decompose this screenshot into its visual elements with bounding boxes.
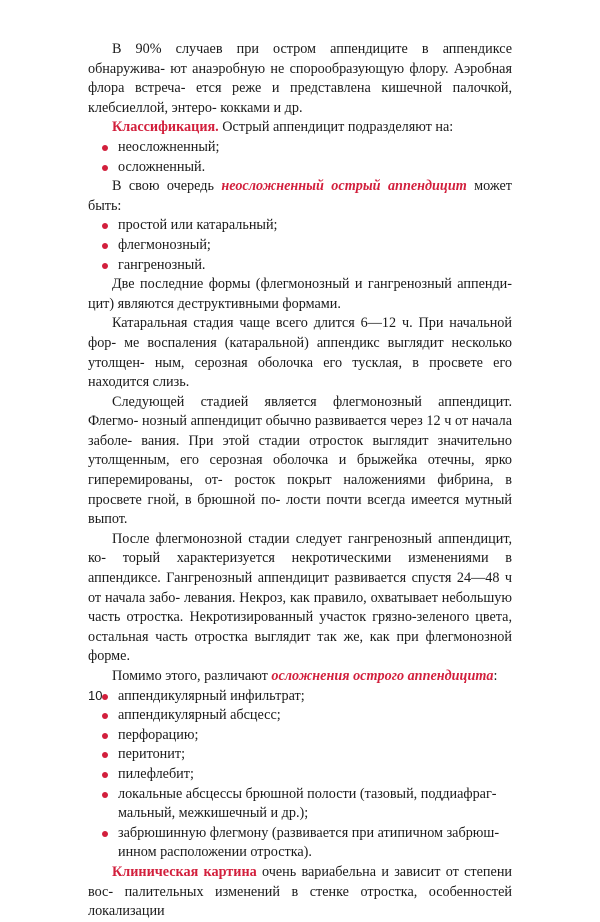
paragraph-gangrenous: После флегмонозной стадии следует гангренозный аппендицит, ко- торый характеризуется некротическими изменениями в аппендиксе. Гангренозный аппендицит развивается спустя 24—48 ч от начала забо- левания. Некроз, как правило, охватывает небольшую часть отростка. Некротизированный участок грязно-зеленого цвета, остальная часть отростка выглядит так же, как при флегмонозной форме. [88,530,512,665]
bullet-icon [102,752,108,758]
list-item [102,256,512,276]
paragraph-catarrhal: Катаральная стадия чаще всего длится 6—12 ч. При начальной фор- ме воспаления (катаральной) аппендикс выглядит несколько утолщен- ным, серозная оболочка его тусклая, в просвете его находится слизь. [88,315,512,391]
bullet-icon [102,694,108,700]
bullet-icon [102,145,108,151]
complications-term: осложнения острого аппендицита [271,668,494,684]
subtypes-term: неосложненный острый аппендицит [221,178,467,195]
list-item-text: неосложненный; [118,138,220,155]
clinical-text: очень вариабельна и зависит от степени вос- палительных изменений в стенке отростка, особенностей локализации [88,863,512,920]
list-item-text: простой или катаральный; [118,217,278,234]
intro-line-1: В 90% случаев при остром аппендиците в аппендиксе обнаружива- [88,41,512,77]
list-item-text: гангренозный. [118,256,206,273]
list-item [102,765,512,785]
list-item-text: локальные абсцессы брюшной полости (тазовый, поддиафраг- мальный, межкишечный и др.); [118,785,497,822]
list-item [102,216,512,236]
paragraph-destructive: Две последние формы (флегмонозный и гангренозный аппенди- цит) являются деструктивными формами. [88,276,512,312]
list-complications [88,687,512,863]
paragraph-subtypes [88,177,512,216]
intro-line-3: ется реже и представлена кишечной палочкой, клебсиеллой, энтеро- [88,80,512,116]
intro-line-4: кокками и др. [220,99,303,116]
list-item [102,824,512,863]
list-item [102,138,512,158]
subtypes-text-after: может быть: [88,178,512,214]
bullet-icon [102,733,108,739]
list-item-text: забрюшинную флегмону (развивается при атипичном забрюш- инном расположении отростка). [118,824,500,861]
page-content [88,40,512,922]
complications-text-after: : [493,668,498,684]
bullet-icon [102,792,108,798]
list-item-text: флегмонозный; [118,236,211,253]
bullet-icon [102,831,108,837]
bullet-icon [102,713,108,719]
clinical-heading: Клиническая картина [112,863,257,880]
list-item [102,236,512,256]
list-item-text: перитонит; [118,746,186,763]
list-item [102,687,512,707]
paragraph-phlegmonous: Следующей стадией является флегмонозный аппендицит. Флегмо- нозный аппендицит обычно развивается через 12 ч от начала заболе- вания. При этой стадии отросток выглядит значительно утолщенным, его серозная оболочка и брыжейка отечны, ярко гиперемированы, от- росток покрыт наложениями фибрина, в просвете гной, в брюшной по- лости почти всегда имеется мутный выпот. [88,393,512,528]
list-item [102,158,512,178]
bullet-icon [102,243,108,249]
list-item [102,745,512,765]
paragraph-clinical [88,863,512,922]
bullet-icon [102,223,108,229]
list-item-text: перфорацию; [118,726,199,743]
list-item-text: пилефлебит; [118,765,194,782]
bullet-icon [102,263,108,269]
list-item [102,726,512,746]
complications-text-before: Помимо этого, различают [112,668,272,684]
paragraph-complications [88,667,512,687]
paragraph-intro [88,40,512,118]
classification-heading: Классификация. [112,119,219,136]
list-item [102,785,512,824]
classification-text: Острый аппендицит подразделяют на: [218,119,454,136]
paragraph-classification [88,118,512,138]
bullet-icon [102,165,108,171]
list-forms [88,216,512,275]
page-number: 10 [88,688,103,703]
intro-line-2: ют анаэробную не спорообразующую флору. Аэробная флора встреча- [88,60,512,97]
list-uncomplicated-types [88,138,512,177]
subtypes-text-before: В свою очередь [112,178,222,195]
list-item-text: осложненный. [118,158,206,175]
list-item-text: аппендикулярный абсцесс; [118,707,281,724]
list-item [102,706,512,726]
list-item-text: аппендикулярный инфильтрат; [118,687,305,704]
bullet-icon [102,772,108,778]
